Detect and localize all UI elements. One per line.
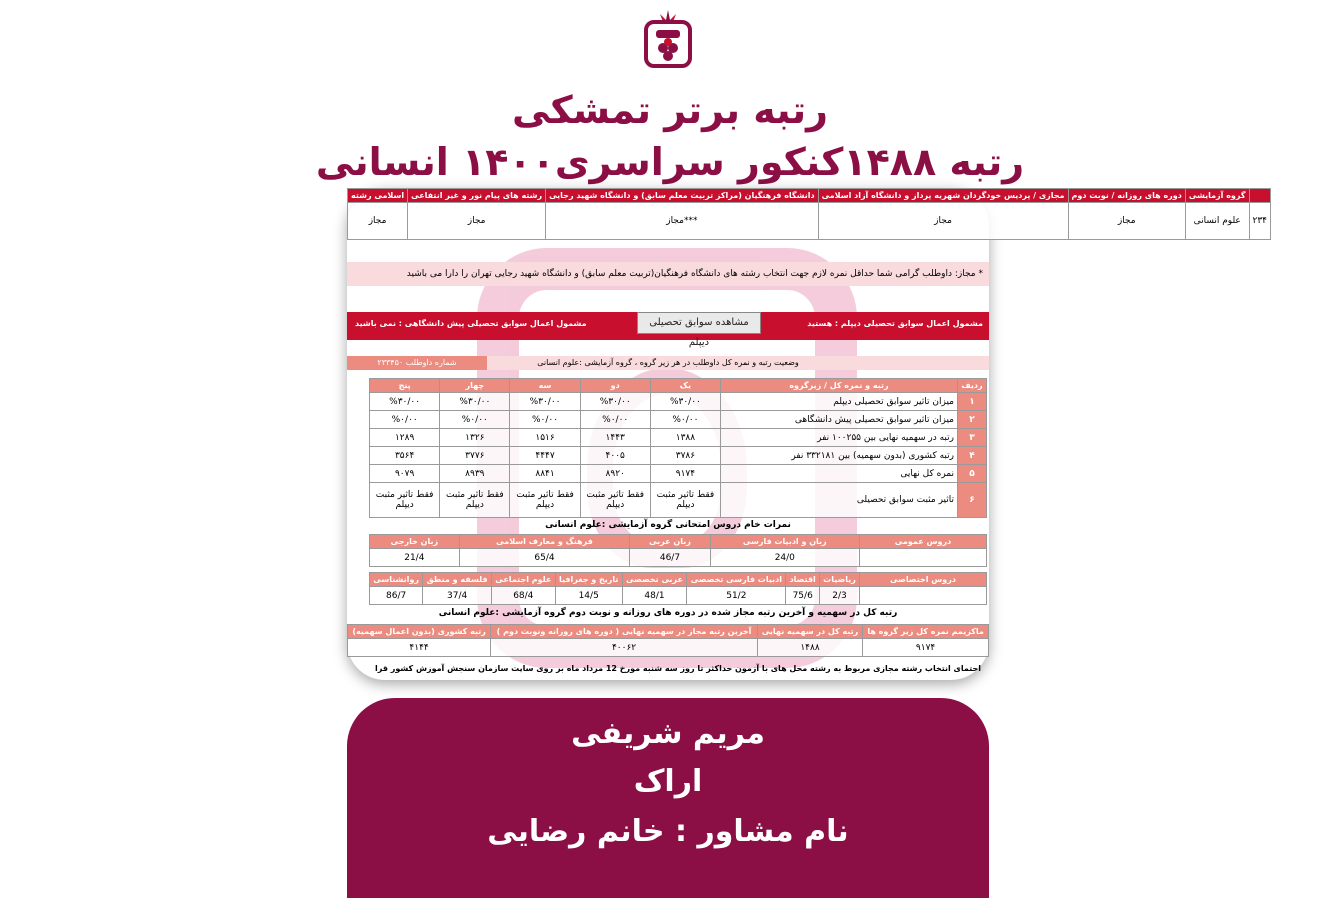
q-th-0: ماکزیمم نمره کل زیر گروه ها [863,625,989,639]
rank-cell: %۰/۰۰ [370,411,440,429]
table-row [348,639,989,657]
rank-cell: ۳۷۷۶ [440,447,510,465]
gen-th-2: زبان عربی [630,535,710,549]
headline-rank-detail: رتبه ۱۴۸۸کنکور سراسری۱۴۰۰ انسانی [315,140,1025,184]
rank-cell: ۹۰۷۹ [370,465,440,483]
sp-th-2: اقتصاد [786,573,820,587]
sp-th-1: ریاضیات [819,573,859,587]
sp-row-label: درصد نمره درس [860,587,987,605]
table-row [370,587,987,605]
gen-cell: 46/7 [630,549,710,567]
raw-scores-title: نمرات خام دروس امتحانی گروه آزمایشی :علوم انسانی [545,520,791,530]
q-cell: ۴۰۰۶۲ [491,639,758,657]
q-th-2: آخرین رتبه مجاز در سهمیه نهایی ( دوره های روزانه ونوبت دوم ) [491,625,758,639]
rank-table [369,378,987,518]
rank-label: رتبه در سهمیه نهایی بین ۱۰۰۲۵۵ نفر [721,429,958,447]
student-banner [347,698,989,898]
rank-idx: ۶ [958,483,987,518]
q-cell: ۴۱۴۴ [348,639,491,657]
sp-th-3: ادبیات فارسی تخصصی [687,573,786,587]
sp-th-8: روانشناسی [370,573,423,587]
tameshk-logo-icon [640,8,696,70]
rank-th-1: یک [650,379,720,393]
rank-th-label: رتبه و نمره کل / زیرگروه [721,379,958,393]
rank-cell: فقط تاثیر مثبت دیپلم [650,483,720,518]
eligibility-table [347,188,1271,240]
th-islamic: اسلامی رشته [348,189,408,203]
q-th-3: رتبه کشوری (بدون اعمال سهمیه) [348,625,491,639]
rank-th-2: دو [580,379,650,393]
gen-th-3: فرهنگ و معارف اسلامی [459,535,630,549]
table-row [370,429,987,447]
tv-payamnoor: مجاز [408,203,546,240]
rank-cell: %۰/۰۰ [580,411,650,429]
sp-cell: 75/6 [786,587,820,605]
sp-th-7: فلسفه و منطق [423,573,492,587]
sp-cell: 68/4 [491,587,555,605]
rank-label: میزان تاثیر سوابق تحصیلی دیپلم [721,393,958,411]
gen-cell: 65/4 [459,549,630,567]
sp-cell: 2/3 [819,587,859,605]
sp-cell: 48/1 [622,587,687,605]
tv-virtual: مجاز [818,203,1068,240]
quota-title: رتبه کل در سهمیه و آخرین رتبه مجاز شده در دوره های روزانه و نوبت دوم گروه آزمایشی :علوم انسانی [438,608,898,618]
table-row [370,411,987,429]
gen-th-4: زبان خارجی [370,535,460,549]
sp-th-0: دروس اختصاصی [860,573,987,587]
th-virtual: مجازی / پردیس خودگردان شهریه پرداز و دانشگاه آزاد اسلامی [818,189,1068,203]
rank-idx: ۳ [958,429,987,447]
tv-farhangian: ***مجاز [546,203,819,240]
rank-cell: ۸۸۴۱ [510,465,580,483]
gen-cell: 21/4 [370,549,460,567]
gen-cell: 24/0 [710,549,859,567]
rank-cell: فقط تاثیر مثبت دیپلم [440,483,510,518]
rank-cell: %۰/۰۰ [650,411,720,429]
table-row [370,549,987,567]
rank-label: نمره کل نهایی [721,465,958,483]
konkur-report [347,188,1268,680]
rank-cell: ۱۴۴۳ [580,429,650,447]
th-group: گروه آزمایشی [1185,189,1249,203]
gen-row-label: درصد نمره درس [860,549,987,567]
sp-cell: 86/7 [370,587,423,605]
sp-th-6: علوم اجتماعی [491,573,555,587]
rank-cell: ۴۴۴۷ [510,447,580,465]
rank-idx: ۲ [958,411,987,429]
tv-group: علوم انسانی [1185,203,1249,240]
preuni-status: مشمول اعمال سوابق تحصیلی پیش دانشگاهی : نمی باشید [355,319,587,328]
th-farhangian: دانشگاه فرهنگیان (مراکز تربیت معلم سابق) و دانشگاه شهید رجایی [546,189,819,203]
rank-cell: %۳۰/۰۰ [510,393,580,411]
rank-cell: ۴۰۰۵ [580,447,650,465]
tv-day: مجاز [1068,203,1185,240]
rank-cell: ۸۹۳۹ [440,465,510,483]
top-code: ۲۳۴ [1249,203,1271,240]
rank-label: تاثیر مثبت سوابق تحصیلی [721,483,958,518]
rank-cell: %۳۰/۰۰ [370,393,440,411]
th-day: دوره های روزانه / نوبت دوم [1068,189,1185,203]
rank-cell: ۱۳۸۸ [650,429,720,447]
special-courses-table [369,572,987,605]
q-th-1: رتبه کل در سهمیه نهایی [757,625,862,639]
rank-label: رتبه کشوری (بدون سهمیه) بین ۳۳۲۱۸۱ نفر [721,447,958,465]
sp-cell: 14/5 [555,587,622,605]
view-diploma-records-button[interactable]: مشاهده سوابق تحصیلی دیپلم [637,312,761,334]
table-row [370,483,987,518]
q-cell: ۹۱۷۴ [863,639,989,657]
file-number: شماره داوطلب ۲۳۳۴۵۰ [347,356,487,370]
rank-cell: ۱۳۲۶ [440,429,510,447]
rank-cell: ۳۷۸۶ [650,447,720,465]
rank-idx: ۵ [958,465,987,483]
sp-cell: 51/2 [687,587,786,605]
sp-th-4: عربی تخصصی [622,573,687,587]
footer-note: احتمای انتخاب رشته مجازی مربوط به رشته محل های با آزمون حداکثر تا روز سه شنبه مورخ 12 مرداد ماه بر روی سایت سازمان سنجش آموزش کشور قرا [375,664,981,673]
report-card [347,188,1268,680]
rank-cell: %۳۰/۰۰ [650,393,720,411]
rank-cell: ۱۵۱۶ [510,429,580,447]
rank-th-5: پنج [370,379,440,393]
rank-cell: ۳۵۶۴ [370,447,440,465]
general-courses-table [369,534,987,567]
rank-cell: فقط تاثیر مثبت دیپلم [580,483,650,518]
advisor-name: نام مشاور : خانم رضایی [487,814,849,849]
rank-cell: %۰/۰۰ [440,411,510,429]
tv-islamic: مجاز [348,203,408,240]
sp-th-5: تاریخ و جغرافیا [555,573,622,587]
rank-title: وضعیت رتبه و نمره کل داوطلب در هر زیر گروه ، گروه آزمایشی :علوم انسانی [347,356,989,370]
gen-th-1: زبان و ادبیات فارسی [710,535,859,549]
rank-cell: %۳۰/۰۰ [440,393,510,411]
rank-idx: ۱ [958,393,987,411]
table-row [370,447,987,465]
rank-cell: %۳۰/۰۰ [580,393,650,411]
table-row [370,465,987,483]
student-city: اراک [633,764,703,799]
rank-cell: فقط تاثیر مثبت دیپلم [370,483,440,518]
rank-label: میزان تاثیر سوابق تحصیلی پیش دانشگاهی [721,411,958,429]
rank-cell: ۱۲۸۹ [370,429,440,447]
student-name: مریم شریفی [571,716,765,751]
q-cell: ۱۴۸۸ [757,639,862,657]
quota-table [347,624,989,657]
rank-cell: ۸۹۲۰ [580,465,650,483]
rank-th-3: سه [510,379,580,393]
gen-th-0: دروس عمومی [860,535,987,549]
rank-cell: %۰/۰۰ [510,411,580,429]
sp-cell: 37/4 [423,587,492,605]
eligibility-notice: * مجاز: داوطلب گرامی شما حداقل نمره لازم جهت انتخاب رشته های دانشگاه فرهنگیان(تربیت معلم سابق) و دانشگاه شهید رجایی تهران را دارا می باشید [347,262,989,286]
diploma-status: مشمول اعمال سوابق تحصیلی دیپلم : هستید [807,319,983,328]
th-payamnoor: رشته های پیام نور و غیر انتفاعی [408,189,546,203]
rank-cell: فقط تاثیر مثبت دیپلم [510,483,580,518]
rank-th-4: چهار [440,379,510,393]
rank-cell: ۹۱۷۴ [650,465,720,483]
headline-top-rank: رتبه برتر تمشکی [512,88,828,132]
rank-th-idx: ردیف [958,379,987,393]
rank-idx: ۴ [958,447,987,465]
table-row [370,393,987,411]
top-code-head [1249,189,1271,203]
